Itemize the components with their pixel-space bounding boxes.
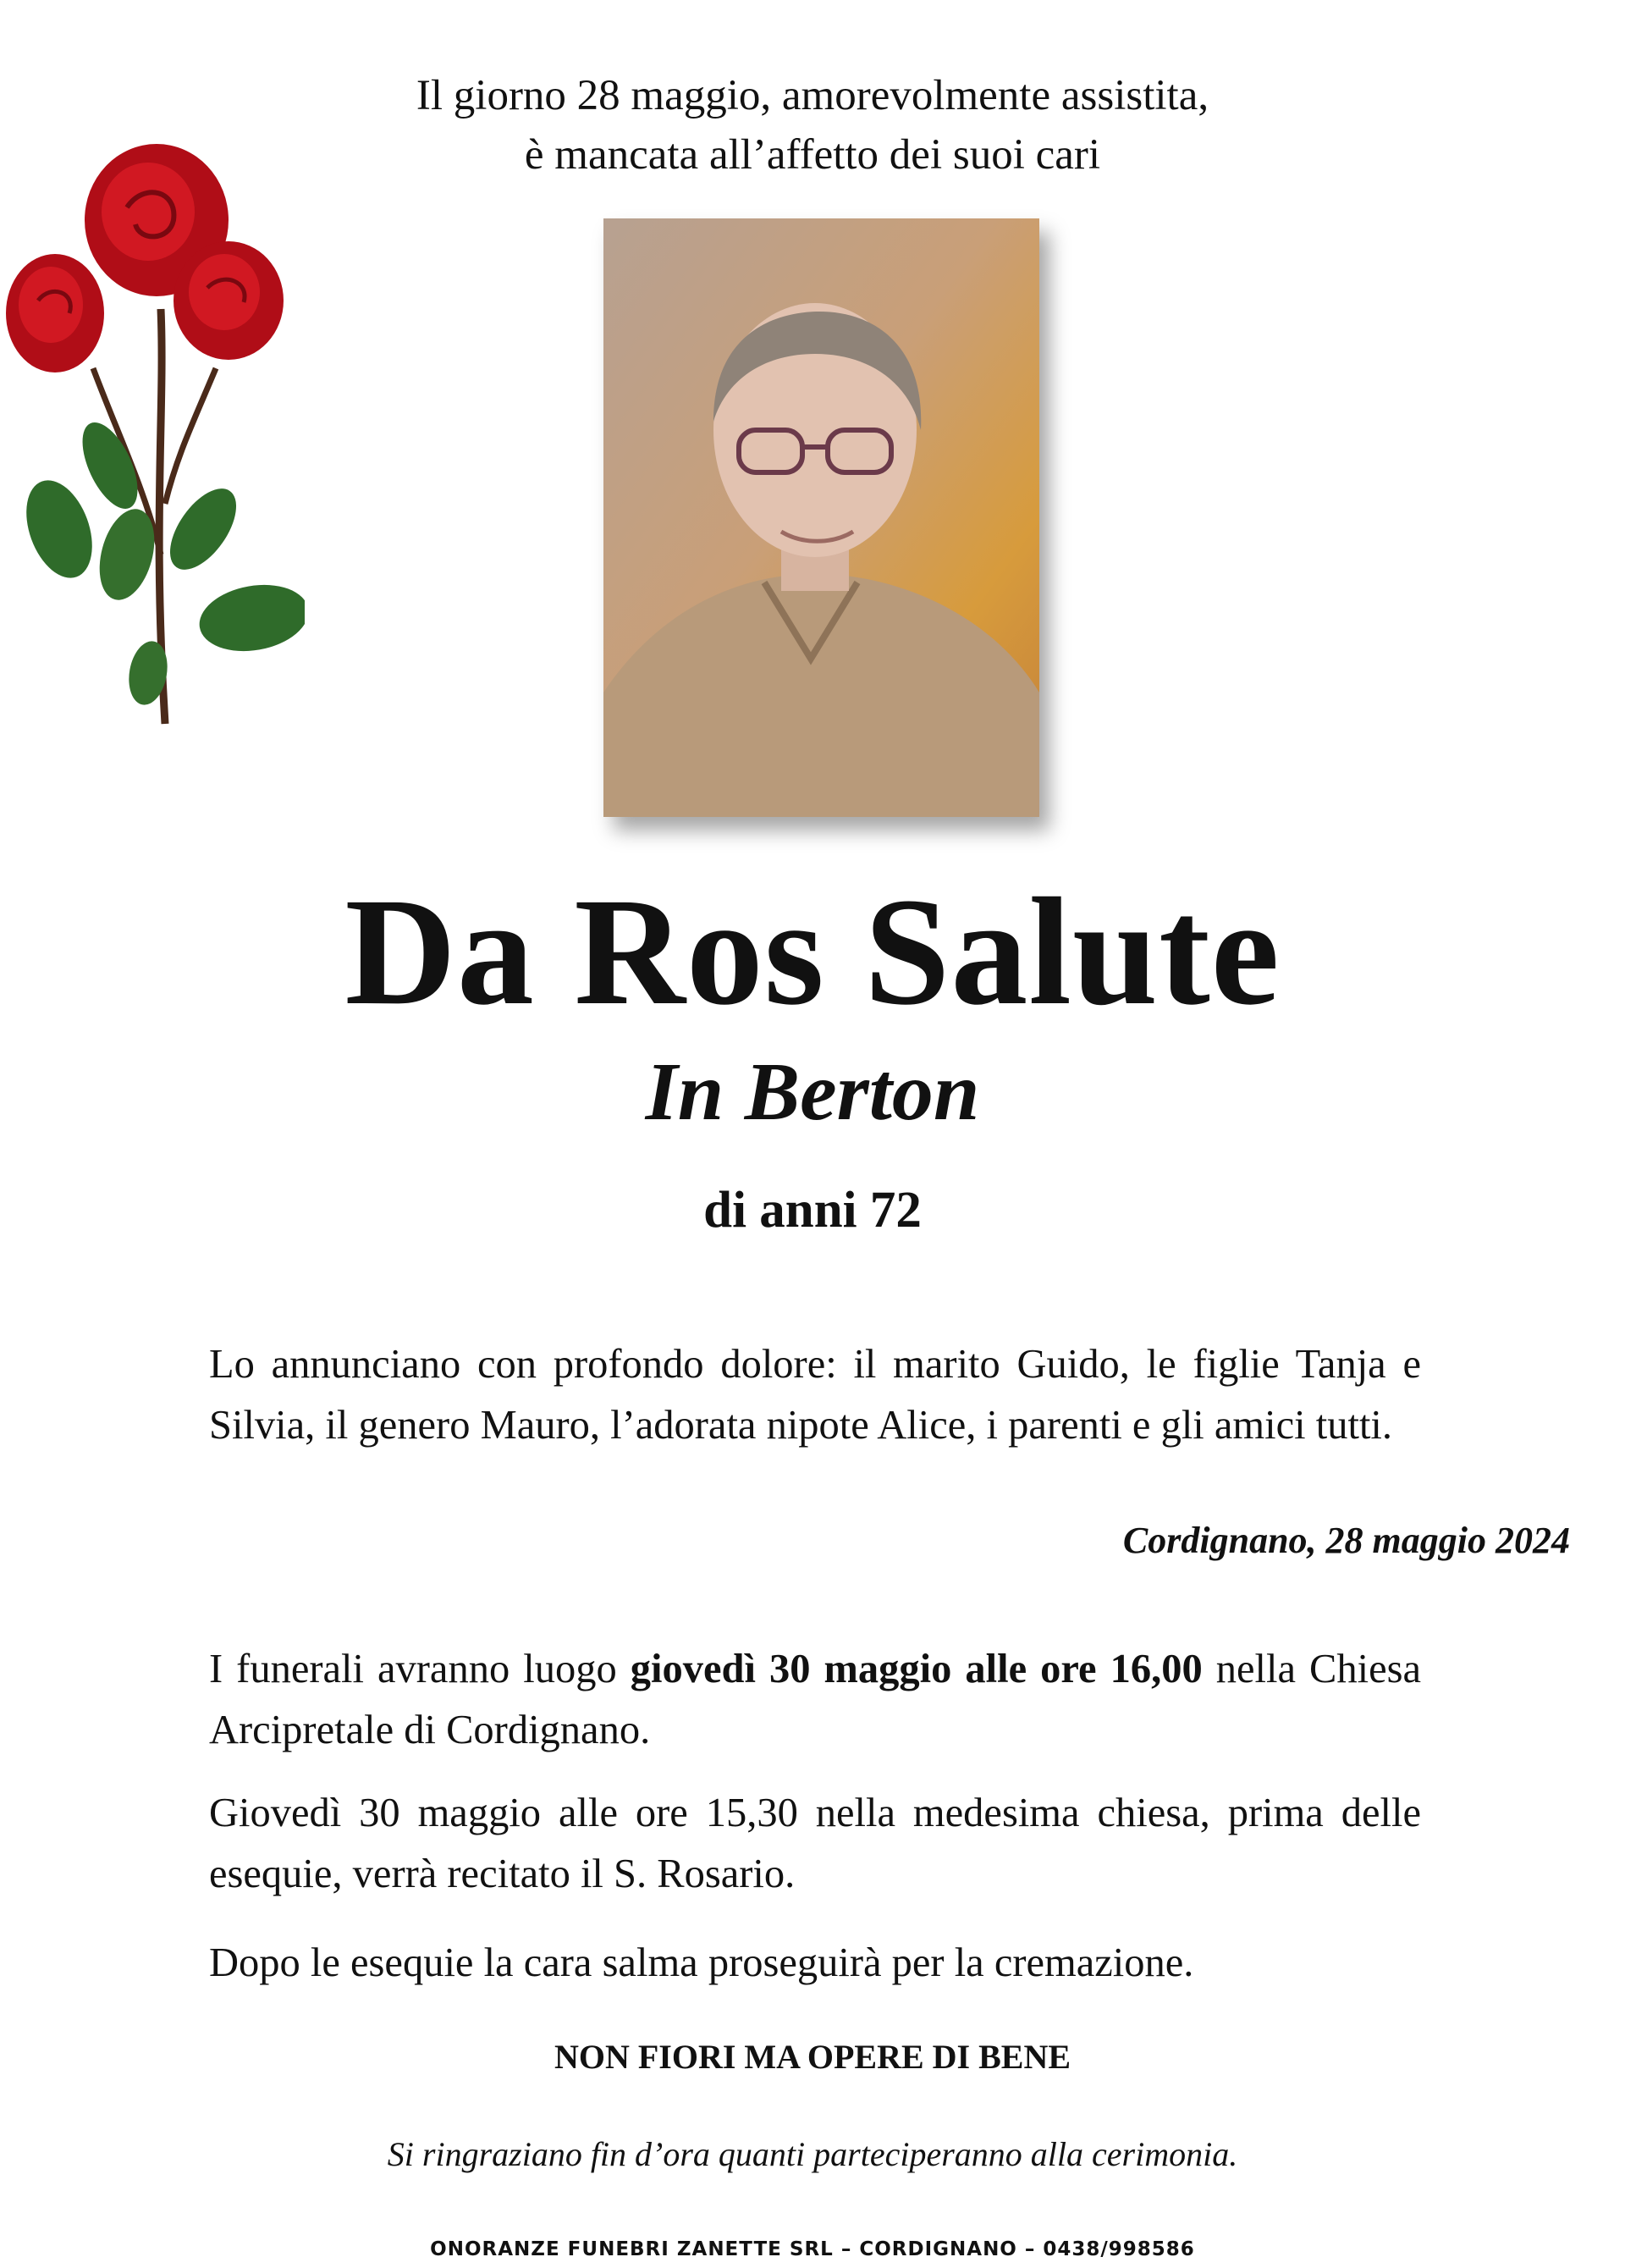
place-date: Cordignano, 28 maggio 2024 xyxy=(1122,1520,1570,1561)
announcement-paragraph: Lo annunciano con profondo dolore: il marito Guido, le figlie Tanja e Silvia, il genero Mauro, l’adorata nipote Alice, i parenti e gli amici tutti. xyxy=(209,1342,1421,1448)
intro-line-2: è mancata all’affetto dei suoi cari xyxy=(524,131,1101,179)
cremation-paragraph: Dopo le esequie la cara salma proseguirà per la cremazione. xyxy=(209,1940,1194,1985)
deceased-name: Da Ros Salute xyxy=(344,867,1281,1037)
thanks-note: Si ringraziano fin d’ora quanti parteciperanno alla cerimonia. xyxy=(387,2135,1238,2173)
red-roses-icon xyxy=(0,131,305,741)
funeral-prefix: I funerali avranno luogo xyxy=(209,1647,631,1691)
no-flowers-notice: NON FIORI MA OPERE DI BENE xyxy=(554,2038,1071,2076)
portrait-photo xyxy=(603,218,1039,817)
married-name: In Berton xyxy=(645,1046,980,1138)
intro-line-1: Il giorno 28 maggio, amorevolmente assistita, xyxy=(416,72,1209,119)
funeral-home-footer: ONORANZE FUNEBRI ZANETTE SRL – CORDIGNANO – 0438/998586 xyxy=(430,2238,1195,2260)
funeral-paragraph xyxy=(209,1639,1421,1761)
rosary-paragraph: Giovedì 30 maggio alle ore 15,30 nella medesima chiesa, prima delle esequie, verrà recitato il S. Rosario. xyxy=(209,1791,1421,1896)
funeral-date-time: giovedì 30 maggio alle ore 16,00 xyxy=(630,1647,1203,1691)
funeral-suffix: nella Chiesa Arcipretale di Cordignano. xyxy=(209,1647,1422,1752)
age: di anni 72 xyxy=(703,1182,922,1239)
